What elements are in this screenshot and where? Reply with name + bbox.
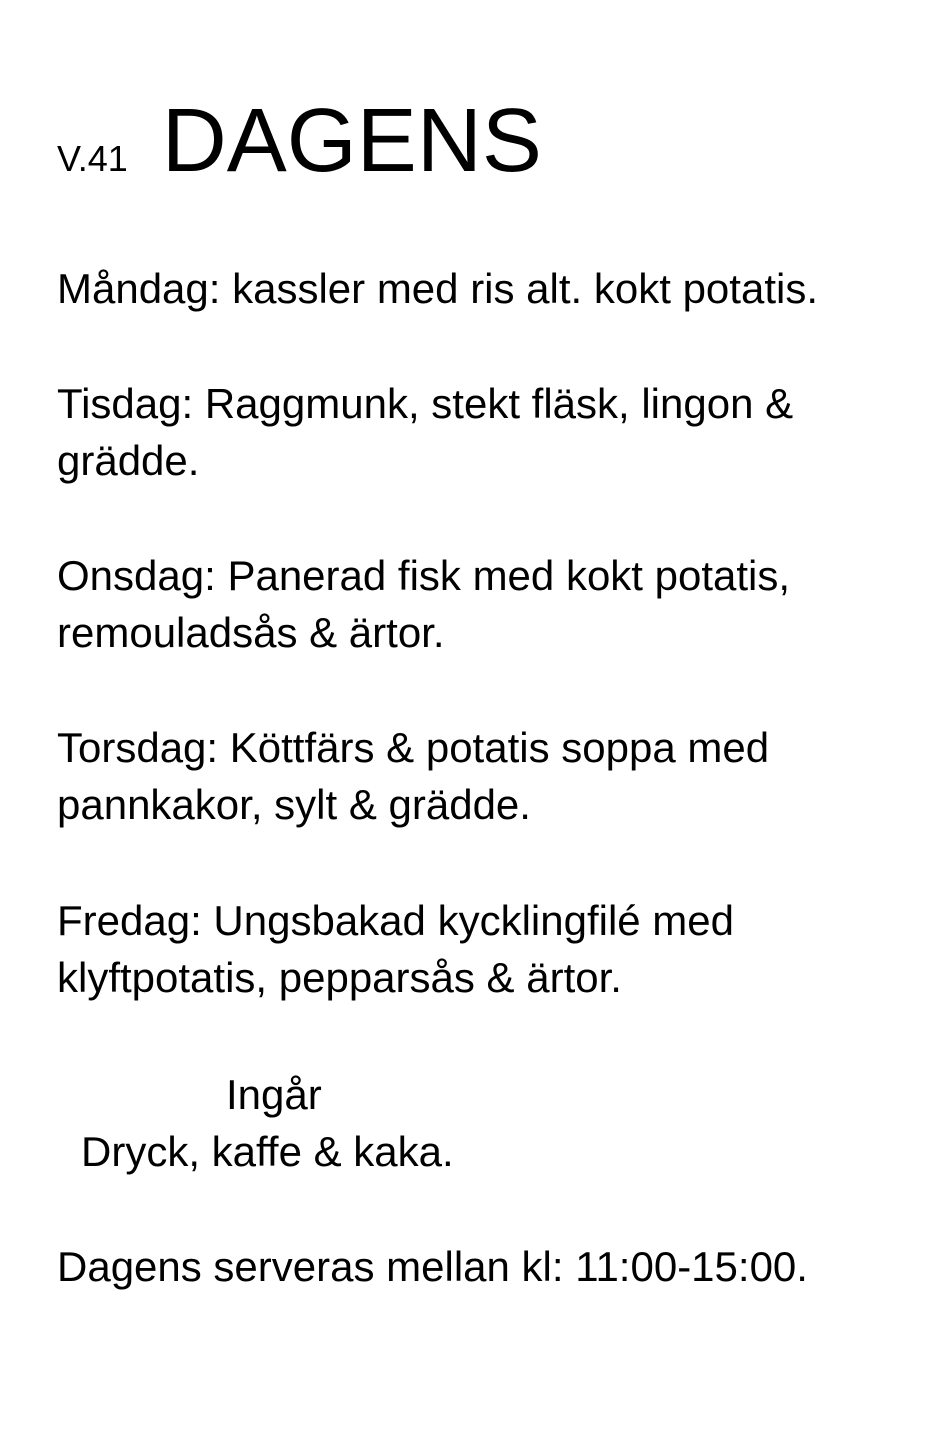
monday-menu: Måndag: kassler med ris alt. kokt potatis.	[57, 265, 818, 312]
included-title: Ingår	[226, 1071, 322, 1118]
tuesday-menu-line-1: Tisdag: Raggmunk, stekt fläsk, lingon &	[57, 380, 794, 427]
thursday-menu-line-1: Torsdag: Köttfärs & potatis soppa med	[57, 724, 770, 771]
week-number: V.41	[57, 138, 128, 179]
tuesday-menu-line-2: grädde.	[57, 437, 200, 484]
wednesday-menu-line-2: remouladsås & ärtor.	[57, 609, 445, 656]
friday-menu-line-1: Fredag: Ungsbakad kycklingfilé med	[57, 897, 735, 944]
serving-time: Dagens serveras mellan kl: 11:00-15:00.	[57, 1243, 808, 1290]
wednesday-menu-line-1: Onsdag: Panerad fisk med kokt potatis,	[57, 552, 791, 599]
menu-header	[57, 91, 542, 191]
friday-menu-line-2: klyftpotatis, pepparsås & ärtor.	[57, 954, 622, 1001]
menu-title: DAGENS	[161, 91, 542, 191]
thursday-menu-line-2: pannkakor, sylt & grädde.	[57, 781, 531, 828]
included-text: Dryck, kaffe & kaka.	[81, 1128, 454, 1175]
